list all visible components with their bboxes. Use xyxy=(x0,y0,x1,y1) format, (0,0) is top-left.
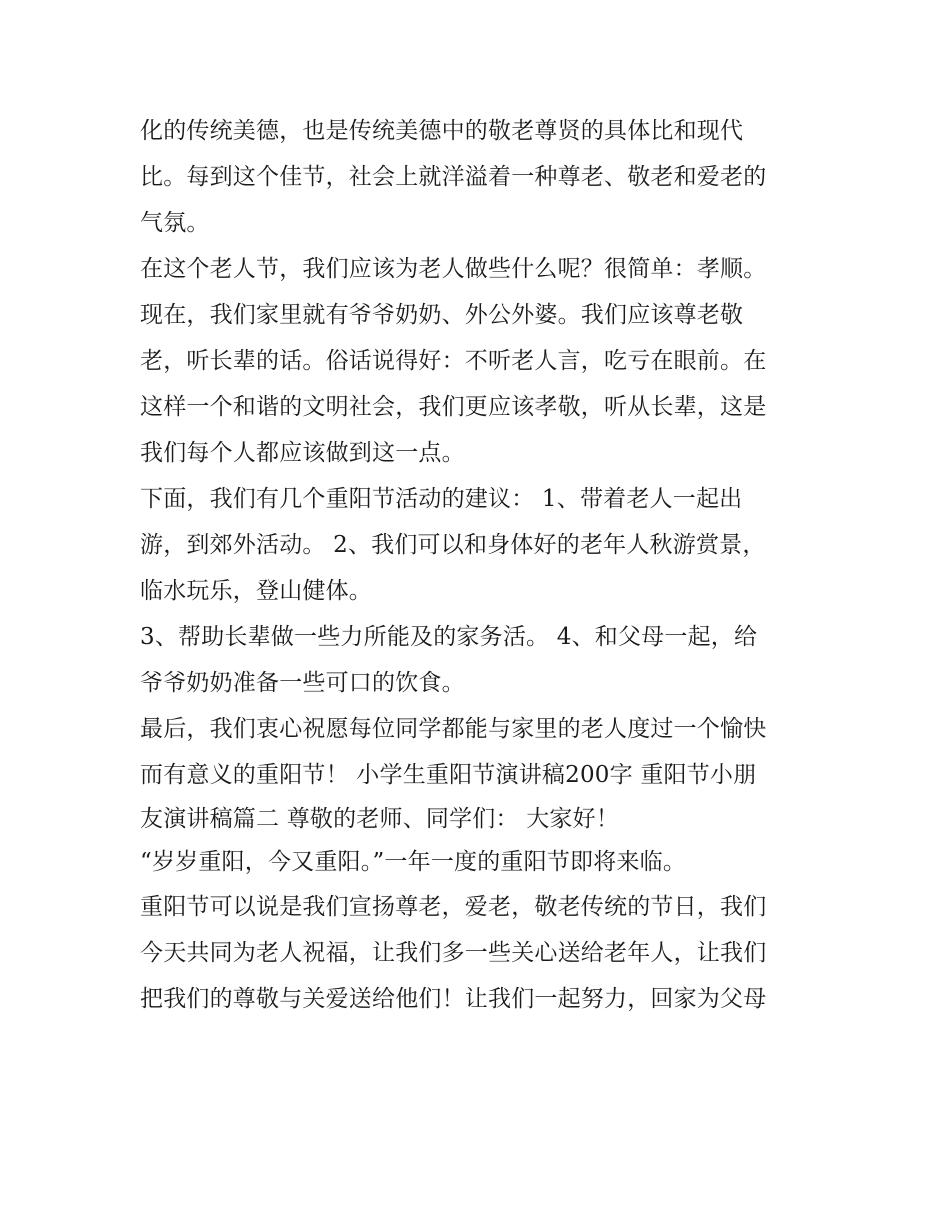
text-line: 比。每到这个佳节，社会上就洋溢着一种尊老、敬老和爱老的 xyxy=(140,164,767,190)
text-line: 爷爷奶奶准备一些可口的饮食。 xyxy=(140,670,465,696)
text-line: 3、帮助长辈做一些力所能及的家务活。 4、和父母一起，给 xyxy=(140,624,758,650)
text-line: 在这个老人节，我们应该为老人做些什么呢？很简单：孝顺。 xyxy=(140,256,767,282)
text-line: 现在，我们家里就有爷爷奶奶、外公外婆。我们应该尊老敬 xyxy=(140,302,744,328)
text-line: 重阳节可以说是我们宣扬尊老，爱老，敬老传统的节日，我们 xyxy=(140,894,767,920)
text-line: 最后，我们衷心祝愿每位同学都能与家里的老人度过一个愉快 xyxy=(140,716,767,742)
text-line: 这样一个和谐的文明社会，我们更应该孝敬，听从长辈，这是 xyxy=(140,394,767,420)
text-line: 把我们的尊敬与关爱送给他们！让我们一起努力，回家为父母 xyxy=(140,986,767,1012)
text-line: 我们每个人都应该做到这一点。 xyxy=(140,440,465,466)
text-line: 下面，我们有几个重阳节活动的建议： 1、带着老人一起出 xyxy=(140,486,743,512)
text-line: 而有意义的重阳节！ 小学生重阳节演讲稿200字 重阳节小朋 xyxy=(140,762,757,788)
text-line: 老，听长辈的话。俗话说得好：不听老人言，吃亏在眼前。在 xyxy=(140,348,767,374)
text-line: 游，到郊外活动。 2、我们可以和身体好的老年人秋游赏景， xyxy=(140,532,766,558)
text-line: 化的传统美德，也是传统美德中的敬老尊贤的具体比和现代 xyxy=(140,118,744,144)
document-body xyxy=(140,108,830,1022)
text-line: 临水玩乐，登山健体。 xyxy=(140,578,372,604)
text-line: 今天共同为老人祝福，让我们多一些关心送给老年人，让我们 xyxy=(140,940,767,966)
text-line: 友演讲稿篇二 尊敬的老师、同学们： 大家好！ xyxy=(140,806,620,832)
text-line: 气氛。 xyxy=(140,210,210,236)
text-line: “岁岁重阳，今又重阳。”一年一度的重阳节即将来临。 xyxy=(140,849,687,875)
